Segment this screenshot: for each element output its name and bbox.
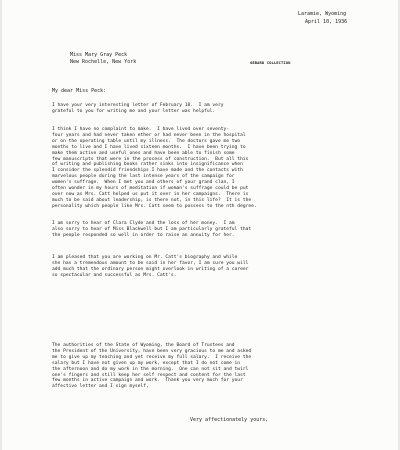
paragraph-line: also sorry to hear of Miss Blackwell but I am particularly grateful that (52, 226, 252, 232)
paragraph-2 (52, 127, 352, 210)
recipient-name: Miss Mary Gray Peck (70, 52, 128, 58)
recipient-city: New Rochelle, New York (70, 59, 137, 65)
letter-place: Laramie, Wyoming (298, 11, 347, 17)
paragraph-3 (52, 221, 352, 239)
paragraph-line: or on the operating table until my illness. The doctors gave me two (52, 138, 241, 144)
paragraph-line: make them active and useful ones and have been able to finish some (52, 150, 235, 156)
paragraph-line: I think I have no complaint to make. I have lived over seventy- (52, 127, 230, 132)
paragraph-line: she has a tremendous amount to be said in her favor, I am sure you will (52, 260, 249, 266)
paragraph-line: months to live and I have lived sixteen months. I have been trying to (52, 144, 246, 150)
paragraph-line: often wonder in my hours of meditation if woman's suffrage could be put (52, 186, 249, 192)
salutation: My dear Miss Peck: (52, 88, 107, 94)
paragraph-line: I am sorry to hear of Clara Clyde and the loss of her money. I am (52, 221, 235, 226)
paragraph-line: women's suffrage. When I met you and others of your grand clan, I (52, 180, 235, 186)
collection-stamp: GEBARD COLLECTION (250, 60, 291, 65)
letter-date: April 10, 1936 (305, 19, 348, 25)
paragraph-1 (52, 103, 352, 115)
paragraph-line: so spectacular and successful as Mrs. Catt's. (52, 272, 177, 278)
closing-line: Very affectionately yours, (190, 417, 269, 423)
paragraph-line: the people responded so well in order to raise an annuity for her. (52, 232, 235, 238)
paragraph-line: add much that the ordinary person might overlook in writing of a career (52, 266, 249, 272)
paragraph-line: I have your very interesting letter of February 18. I am very (52, 103, 224, 108)
paragraph-line: much to be said about leadership, is there not, in this life? It is the (52, 197, 252, 203)
paragraph-line: of writing and publishing books rather sinks into insignificance when (52, 162, 243, 168)
paragraph-line: The authorities of the State of Wyoming, the Board of Trustees and (52, 343, 235, 348)
paragraph-line: marvelous people during the last intense years of the campaign for (52, 174, 235, 180)
paragraph-line: over now as Mrs. Catt helped us put it over in her campaigns. There is (52, 191, 249, 197)
paragraph-line: grateful to you for writing me and your letter was helpful. (52, 108, 216, 114)
paragraph-line: me to give up my teaching and yet receive my full salary. I receive the (52, 354, 252, 360)
paragraph-line: salary but I have not given up my work, except that I do not come in (52, 360, 241, 366)
paragraph-line: personality which people like Mrs. Catt seem to possess to the nth degree. (52, 203, 257, 209)
paragraph-line: I am pleased that you are working on Mr. Catt's biography and while (52, 255, 238, 260)
paragraph-line: one's fingers and still keep her self respect and content for the last (52, 372, 246, 378)
paragraph-line: few manuscripts that were in the process of construction. But all this (52, 156, 249, 162)
paragraph-4 (52, 255, 352, 279)
paragraph-line: affective letter and I sign myself, (52, 384, 149, 390)
paragraph-line: the President of the University, have been very gracious to me and asked (52, 348, 252, 354)
paragraph-line: I consider the splendid friendships I have made and the contacts with (52, 168, 243, 174)
paragraph-line: few months in active campaign and work. Thank you very much for your (52, 378, 243, 384)
paragraph-line: four years and had never taken ether or had never been in the hospital (52, 132, 246, 138)
page-left-edge (0, 0, 2, 450)
paragraph-line: the afternoon and do my work in the morning. One can not sit and twirl (52, 366, 249, 372)
paragraph-5 (52, 343, 352, 390)
